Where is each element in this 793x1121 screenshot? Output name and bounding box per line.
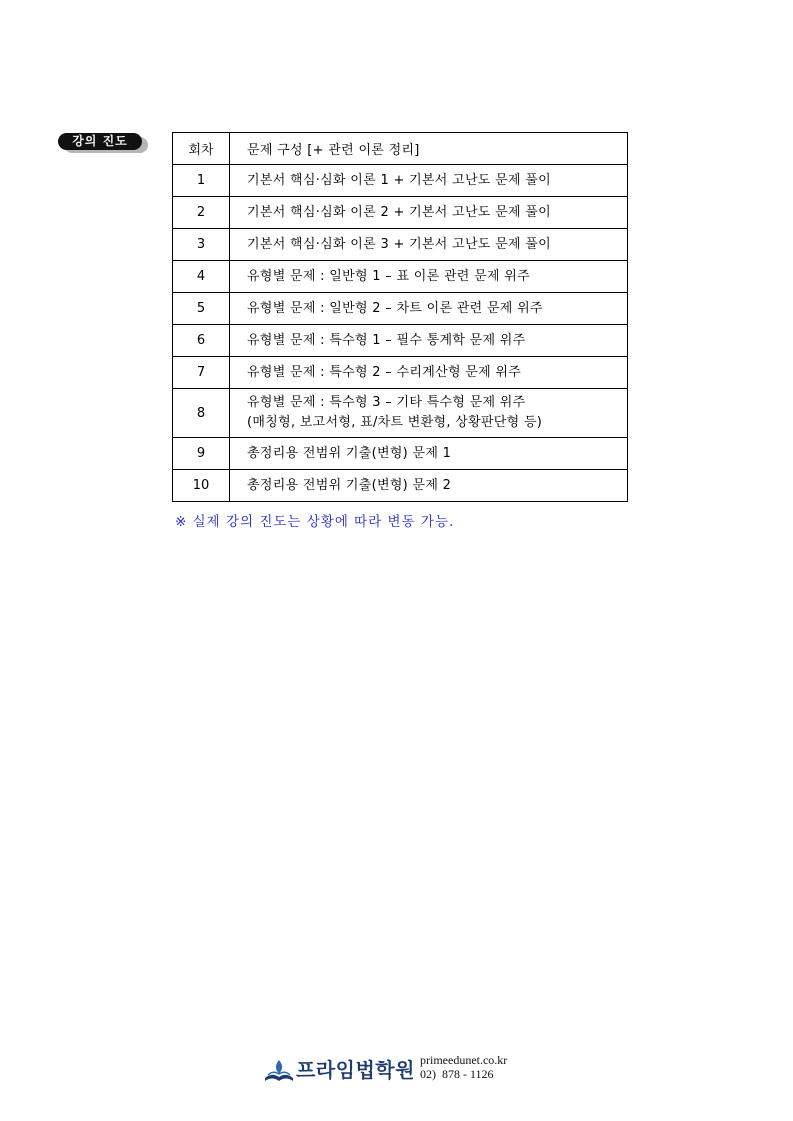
session-number: 5 [173, 293, 230, 325]
content-line: 유형별 문제 : 특수형 3 – 기타 특수형 문제 위주 [247, 395, 526, 410]
table-header-row [173, 133, 628, 165]
content-line: 유형별 문제 : 특수형 2 – 수리계산형 문제 위주 [247, 364, 522, 380]
session-content [230, 389, 628, 438]
session-content [230, 325, 628, 357]
open-book-icon [262, 1058, 296, 1084]
footer-logo[interactable] [262, 1052, 532, 1084]
content-line: (매칭형, 보고서형, 표/차트 변환형, 상황판단형 등) [247, 415, 543, 430]
content-line: 유형별 문제 : 특수형 1 – 필수 통계학 문제 위주 [247, 332, 526, 348]
session-number: 9 [173, 438, 230, 470]
header-session: 회차 [173, 133, 230, 165]
table-row [173, 325, 628, 357]
session-content [230, 261, 628, 293]
session-content [230, 165, 628, 197]
table-row [173, 261, 628, 293]
content-line: 유형별 문제 : 일반형 1 – 표 이론 관련 문제 위주 [247, 268, 530, 284]
session-content [230, 470, 628, 502]
session-content [230, 357, 628, 389]
contact-info [420, 1053, 507, 1081]
brand-name: 프라임법학원 [296, 1058, 415, 1082]
session-content [230, 293, 628, 325]
content-line: 기본서 핵심·심화 이론 3 + 기본서 고난도 문제 풀이 [247, 236, 551, 252]
website-link[interactable]: primeedunet.co.kr [420, 1053, 508, 1067]
table-row [173, 470, 628, 502]
badge-label: 강의 진도 [58, 133, 142, 150]
section-badge [58, 133, 146, 153]
session-content [230, 229, 628, 261]
session-number: 1 [173, 165, 230, 197]
content-line: 기본서 핵심·심화 이론 2 + 기본서 고난도 문제 풀이 [247, 204, 551, 220]
header-content: 문제 구성 [+ 관련 이론 정리] [230, 133, 628, 165]
session-number: 3 [173, 229, 230, 261]
phone-number: 02) 878 - 1126 [420, 1067, 494, 1081]
session-number: 2 [173, 197, 230, 229]
table-row [173, 438, 628, 470]
content-line: 총정리용 전범위 기출(변형) 문제 1 [247, 445, 452, 461]
lecture-schedule-table [172, 132, 628, 502]
content-line: 총정리용 전범위 기출(변형) 문제 2 [247, 477, 452, 493]
table-row [173, 229, 628, 261]
table-row [173, 389, 628, 438]
table-row [173, 197, 628, 229]
content-line: 유형별 문제 : 일반형 2 – 차트 이론 관련 문제 위주 [247, 300, 543, 316]
content-line: 기본서 핵심·심화 이론 1 + 기본서 고난도 문제 풀이 [247, 172, 551, 188]
schedule-note: ※ 실제 강의 진도는 상황에 따라 변동 가능. [175, 514, 455, 530]
table-row [173, 357, 628, 389]
session-number: 8 [173, 389, 230, 438]
session-number: 10 [173, 470, 230, 502]
session-content [230, 197, 628, 229]
session-content [230, 438, 628, 470]
session-number: 7 [173, 357, 230, 389]
table-row [173, 165, 628, 197]
session-number: 6 [173, 325, 230, 357]
table-row [173, 293, 628, 325]
session-number: 4 [173, 261, 230, 293]
